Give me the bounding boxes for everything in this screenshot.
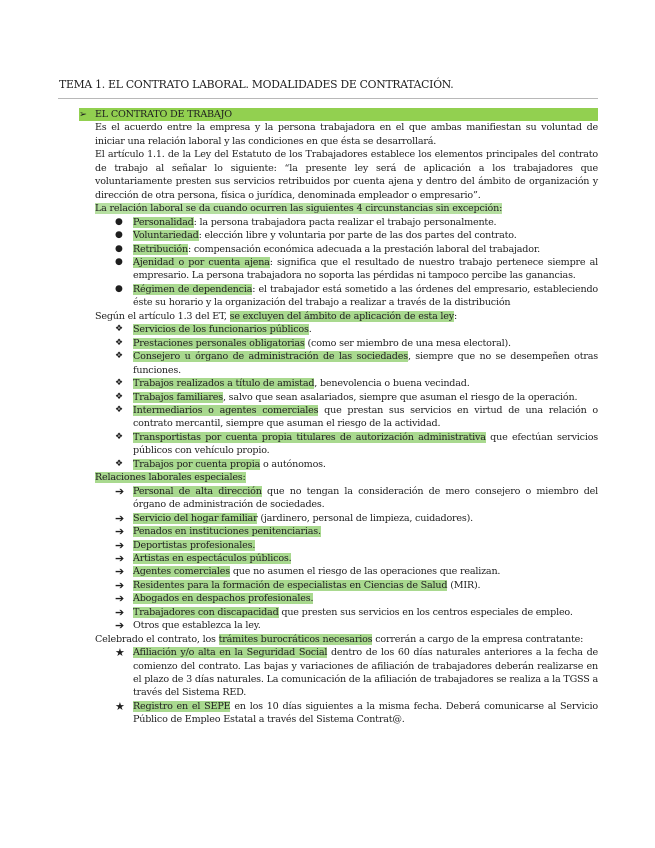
list-item [79, 485, 598, 512]
list-item [79, 619, 598, 632]
arrow-bullet-icon: ➔ [115, 484, 125, 498]
bullet-icon: ● [115, 230, 123, 241]
list-item [79, 229, 598, 242]
diamond-bullet-icon: ❖ [115, 351, 123, 362]
item-text: : compensación económica adecuada a la prestación laboral del trabajador. [187, 243, 540, 255]
item-text: dentro de los 60 días naturales anteriores a la fecha de comienzo del contrato. Las bajas y variaciones de afiliación de trabajadores deberán realizarse en el plazo de 3 días naturales. La comunicación de la afiliación de trabajadores se realiza a la TGSS a través del Sistema RED. [133, 647, 598, 699]
item-text: que no tengan la consideración de mero consejero o miembro del órgano de administración de sociedades. [133, 485, 598, 511]
item-text: (jardinero, personal de limpieza, cuidadores). [257, 512, 474, 524]
highlighted-term: Prestaciones personales obligatorias [133, 337, 305, 349]
diamond-bullet-icon: ❖ [115, 458, 123, 469]
list-item [79, 216, 598, 229]
arrow-bullet-icon: ➔ [115, 538, 125, 552]
item-text: que presten sus servicios en los centros especiales de empleo. [278, 606, 573, 618]
highlighted-term: Trabajos por cuenta propia [133, 458, 261, 470]
list-item [79, 512, 598, 525]
list-item [79, 243, 598, 256]
diamond-bullet-icon: ❖ [115, 404, 123, 415]
highlighted-term: Trabajos familiares [133, 391, 223, 403]
item-text: que efectúan servicios públicos con vehículo propio. [133, 431, 598, 457]
highlighted-term: Intermediarios o agentes comerciales [133, 404, 319, 416]
list-item [79, 337, 598, 350]
exclusions-list [79, 323, 598, 471]
highlighted-term: Régimen de dependencia [133, 283, 253, 295]
highlighted-term: Afiliación y/o alta en la Seguridad Social [133, 647, 328, 659]
item-text: (MIR). [447, 579, 481, 591]
procedures-list [79, 646, 598, 727]
list-item [79, 377, 598, 390]
highlighted-term: Registro en el SEPE [133, 700, 231, 712]
circumstances-heading: La relación laboral se da cuando ocurren las siguientes 4 circunstancias sin excepción: [95, 203, 503, 215]
arrow-bullet-icon: ➔ [115, 551, 125, 565]
title-divider [58, 98, 598, 99]
procedures-heading: Celebrado el contrato, los trámites burocráticos necesarios correrán a cargo de la empresa contratante: [95, 633, 584, 645]
item-text: . [308, 324, 312, 336]
list-item [79, 525, 598, 538]
highlighted-term: Deportistas profesionales. [133, 539, 256, 551]
highlighted-term: Voluntariedad [133, 230, 199, 242]
item-text: , siempre que no se desempeñen otras funciones. [133, 351, 599, 376]
diamond-bullet-icon: ❖ [115, 324, 123, 335]
intro-paragraph: Es el acuerdo entre la empresa y la persona trabajadora en el que ambas manifiestan su voluntad de iniciar una relación laboral y las condiciones en que ésta se desarrollará. [95, 122, 598, 147]
highlighted-term: Residentes para la formación de especialistas en Ciencias de Salud [133, 579, 448, 591]
list-item [79, 646, 598, 700]
list-item [79, 592, 598, 605]
list-item [79, 391, 598, 404]
diamond-bullet-icon: ❖ [115, 337, 123, 348]
item-text: (como ser miembro de una mesa electoral). [304, 337, 511, 349]
star-bullet-icon: ★ [115, 699, 125, 713]
arrow-bullet-icon: ➔ [115, 525, 125, 539]
section-heading [79, 108, 598, 121]
list-item [79, 579, 598, 592]
document-body [79, 108, 598, 727]
bullet-icon: ● [115, 216, 123, 227]
arrow-bullet-icon: ➔ [115, 592, 125, 606]
list-item [79, 700, 598, 727]
special-relations-list [79, 485, 598, 633]
list-item [79, 539, 598, 552]
list-item [79, 256, 598, 283]
item-text: : elección libre y voluntaria por parte de las dos partes del contrato. [198, 230, 517, 242]
highlighted-term: Servicios de los funcionarios públicos [133, 324, 309, 336]
arrowhead-icon: ➢ [79, 109, 87, 120]
highlighted-term: Abogados en despachos profesionales. [133, 593, 314, 605]
list-item [79, 350, 598, 377]
arrow-bullet-icon: ➔ [115, 565, 125, 579]
list-item [79, 404, 598, 431]
item-text: en los 10 días siguientes a la misma fecha. Deberá comunicarse al Servicio Público de Empleo Estatal a través del Sistema Contrat@. [133, 700, 598, 726]
highlighted-term: Servicio del hogar familiar [133, 512, 258, 524]
list-item [79, 283, 598, 310]
highlighted-term: Penados en instituciones penitenciarias. [133, 526, 321, 538]
diamond-bullet-icon: ❖ [115, 431, 123, 442]
highlighted-term: Personal de alta dirección [133, 485, 262, 497]
highlighted-term: Ajenidad o por cuenta ajena [133, 256, 270, 268]
item-text: Otros que establezca la ley. [133, 620, 261, 632]
circumstances-list [79, 216, 598, 310]
item-text: o autónomos. [260, 458, 326, 470]
bullet-icon: ● [115, 256, 123, 267]
arrow-bullet-icon: ➔ [115, 605, 125, 619]
list-item [79, 323, 598, 336]
section-heading-text: EL CONTRATO DE TRABAJO [95, 109, 232, 120]
special-relations-heading: Relaciones laborales especiales: [95, 472, 246, 484]
item-text: : la persona trabajadora pacta realizar el trabajo personalmente. [193, 216, 497, 228]
bullet-icon: ● [115, 243, 123, 254]
list-item [79, 606, 598, 619]
item-text: que no asumen el riesgo de las operaciones que realizan. [229, 566, 501, 578]
item-text: , salvo que sean asalariados, siempre que asuman el riesgo de la operación. [222, 391, 578, 403]
exclusions-heading: Según el artículo 1.3 del ET, se excluyen del ámbito de aplicación de esta ley: [95, 310, 458, 322]
highlighted-term: Artistas en espectáculos públicos. [133, 552, 292, 564]
highlighted-term: Retribución [133, 243, 188, 255]
list-item [79, 458, 598, 471]
star-bullet-icon: ★ [115, 646, 125, 660]
highlighted-term: Transportistas por cuenta propia titulares de autorización administrativa [133, 431, 486, 443]
item-text: : el trabajador está sometido a las órdenes del empresario, estableciendo éste su horario y la organización del trabajo a realizar a través de la distribución [133, 283, 598, 309]
intro-paragraph: El artículo 1.1. de la Ley del Estatuto de los Trabajadores establece los elementos principales del contrato de trabajo al señalar lo siguiente: “la presente ley será de aplicación a los trabajadores que voluntariamente presten sus servicios retribuidos por cuenta ajena y dentro del ámbito de organización y dirección de otra persona, física o jurídica, denominada empleador o empresario”. [95, 149, 598, 201]
diamond-bullet-icon: ❖ [115, 378, 123, 389]
item-text: , benevolencia o buena vecindad. [314, 378, 470, 390]
highlighted-term: Trabajos realizados a título de amistad [133, 378, 315, 390]
highlighted-term: Trabajadores con discapacidad [133, 606, 279, 618]
item-text: : significa que el resultado de nuestro trabajo pertenece siempre al empresario. La persona trabajadora no soporta las pérdidas ni tampoco percibe las ganancias. [133, 256, 598, 282]
list-item [79, 552, 598, 565]
diamond-bullet-icon: ❖ [115, 391, 123, 402]
arrow-bullet-icon: ➔ [115, 619, 125, 633]
highlighted-term: Consejero u órgano de administración de las sociedades [133, 351, 408, 363]
highlighted-term: Agentes comerciales [133, 566, 230, 578]
list-item [79, 431, 598, 458]
arrow-bullet-icon: ➔ [115, 578, 125, 592]
page-title: TEMA 1. EL CONTRATO LABORAL. MODALIDADES DE CONTRATACIÓN. [59, 78, 454, 91]
item-text: que prestan sus servicios en virtud de una relación o contrato mercantil, siempre que asuman el riesgo de la actividad. [133, 404, 599, 430]
highlighted-term: Personalidad [133, 216, 194, 228]
arrow-bullet-icon: ➔ [115, 511, 125, 525]
bullet-icon: ● [115, 283, 123, 294]
list-item [79, 565, 598, 578]
